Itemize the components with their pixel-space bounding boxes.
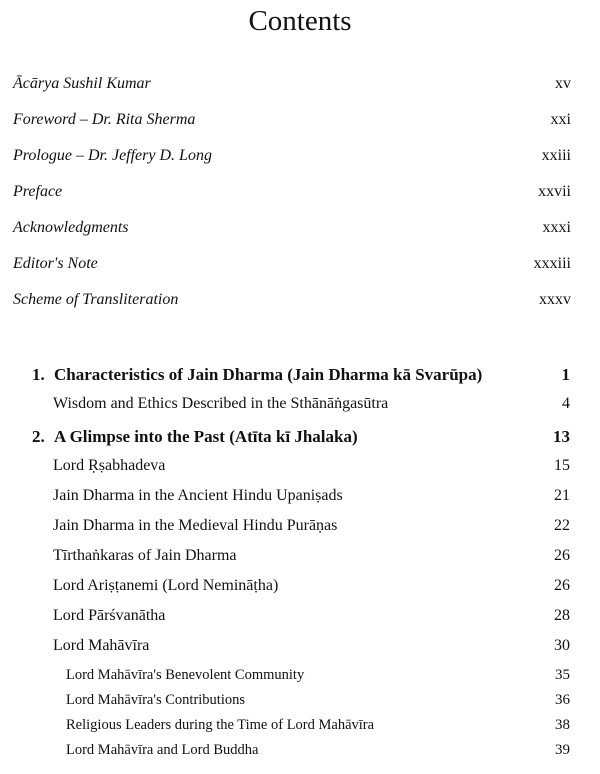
subsection-label: Religious Leaders during the Time of Lord Mahāvīra xyxy=(66,717,375,733)
chapter-number: 1. xyxy=(32,365,45,384)
toc-entry-page: xxiii xyxy=(541,147,571,164)
chapter-list xyxy=(0,360,600,764)
section-entry[interactable] xyxy=(0,514,600,544)
section-entry[interactable] xyxy=(0,634,600,664)
section-label: Jain Dharma in the Ancient Hindu Upaniṣads xyxy=(53,487,343,504)
toc-entry-page: xxvii xyxy=(538,183,571,200)
toc-entry-label: Foreword – Dr. Rita Sherma xyxy=(13,111,196,128)
subsection-label: Lord Mahāvīra and Lord Buddha xyxy=(66,742,259,758)
subsection-entry[interactable] xyxy=(0,714,600,739)
section-entry[interactable] xyxy=(0,484,600,514)
subsection-entry[interactable] xyxy=(0,664,600,689)
toc-entry-label: Preface xyxy=(13,183,63,200)
section-label: Wisdom and Ethics Described in the Sthānāṅgasūtra xyxy=(53,395,389,412)
section-entry[interactable] xyxy=(0,544,600,574)
section-page: 15 xyxy=(554,457,570,474)
section-page: 28 xyxy=(554,607,570,624)
toc-entry[interactable] xyxy=(0,177,600,213)
section-label: Lord Mahāvīra xyxy=(53,637,150,654)
toc-entry[interactable] xyxy=(0,249,600,285)
chapter-title xyxy=(32,427,358,447)
subsection-page: 38 xyxy=(555,717,570,733)
chapter-title-text: Characteristics of Jain Dharma (Jain Dharma kā Svarūpa) xyxy=(54,365,483,384)
chapter-number: 2. xyxy=(32,427,45,446)
section-label: Jain Dharma in the Medieval Hindu Purāṇas xyxy=(53,517,338,534)
chapter-page: 1 xyxy=(561,365,570,384)
section-label: Tīrthaṅkaras of Jain Dharma xyxy=(53,547,237,564)
toc-entry[interactable] xyxy=(0,213,600,249)
toc-entry-label: Scheme of Transliteration xyxy=(13,291,179,308)
toc-entry-label: Acknowledgments xyxy=(13,219,129,236)
toc-entry-page: xxxiii xyxy=(533,255,571,272)
toc-entry-label: Editor's Note xyxy=(13,255,98,272)
front-matter-list xyxy=(0,69,600,321)
toc-entry-label: Ācārya Sushil Kumar xyxy=(13,75,151,92)
section-entry[interactable] xyxy=(0,392,600,422)
section-entry[interactable] xyxy=(0,454,600,484)
toc-entry[interactable] xyxy=(0,105,600,141)
subsection-page: 36 xyxy=(555,692,570,708)
chapter-title xyxy=(32,365,482,385)
toc-entry[interactable] xyxy=(0,69,600,105)
toc-entry-page: xxi xyxy=(550,111,571,128)
toc-entry[interactable] xyxy=(0,285,600,321)
subsection-page: 39 xyxy=(555,742,570,758)
subsection-label: Lord Mahāvīra's Benevolent Community xyxy=(66,667,305,683)
chapter-page: 13 xyxy=(553,427,570,446)
section-label: Lord Pārśvanātha xyxy=(53,607,166,624)
subsection-label: Lord Mahāvīra's Contributions xyxy=(66,692,246,708)
toc-entry-page: xv xyxy=(555,75,571,92)
section-page: 22 xyxy=(554,517,570,534)
subsection-entry[interactable] xyxy=(0,739,600,764)
subsection-page: 35 xyxy=(555,667,570,683)
chapter-title-text: A Glimpse into the Past (Atīta kī Jhalaka) xyxy=(54,427,358,446)
toc-entry-page: xxxv xyxy=(539,291,571,308)
section-entry[interactable] xyxy=(0,574,600,604)
section-label: Lord Ariṣṭanemi (Lord Nemināṭha) xyxy=(53,577,279,594)
section-page: 26 xyxy=(554,547,570,564)
chapter-heading[interactable] xyxy=(0,360,600,392)
section-page: 21 xyxy=(554,487,570,504)
section-entry[interactable] xyxy=(0,604,600,634)
chapter-heading[interactable] xyxy=(0,422,600,454)
toc-entry-page: xxxi xyxy=(542,219,571,236)
section-label: Lord Ṛṣabhadeva xyxy=(53,457,166,474)
page-title: Contents xyxy=(248,5,352,37)
subsection-entry[interactable] xyxy=(0,689,600,714)
section-page: 26 xyxy=(554,577,570,594)
section-page: 30 xyxy=(554,637,570,654)
toc-entry[interactable] xyxy=(0,141,600,177)
toc-entry-label: Prologue – Dr. Jeffery D. Long xyxy=(13,147,212,164)
section-page: 4 xyxy=(562,395,570,412)
